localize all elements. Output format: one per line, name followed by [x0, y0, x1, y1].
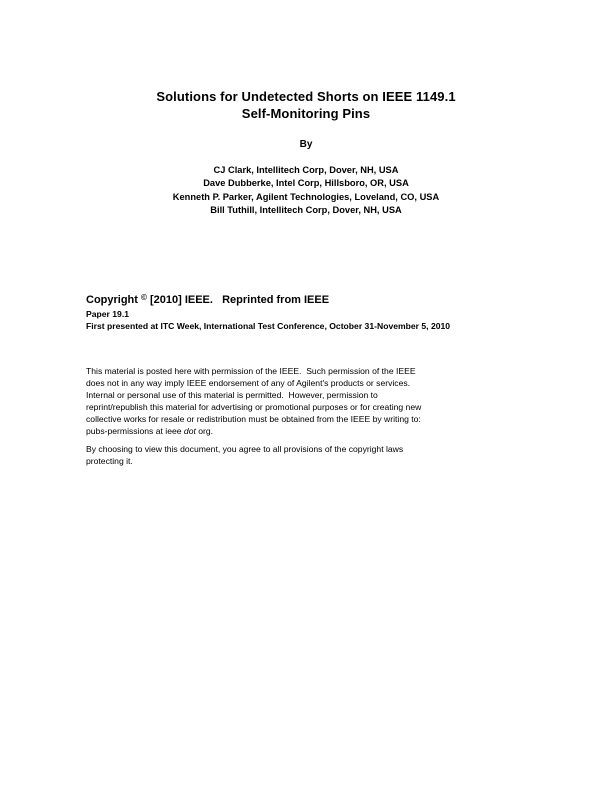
contact-after: org.	[195, 425, 214, 436]
conference-line: First presented at ITC Week, International Test Conference, October 31-November 5, 2010	[86, 321, 451, 331]
contact-before: pubs-permissions at ieee	[86, 425, 184, 436]
copyright-prefix: Copyright	[86, 294, 141, 306]
copyright-symbol-icon: ©	[141, 293, 147, 302]
permission-line: does not in any way imply IEEE endorsement of any of Agilent's products or services.	[86, 377, 411, 388]
author-list	[0, 164, 612, 218]
permission-contact-line	[86, 426, 556, 438]
paper-title-line-1: Solutions for Undetected Shorts on IEEE 1149.1	[156, 89, 456, 104]
permission-line: collective works for resale or redistribution must be obtained from the IEEE by writing to:	[86, 413, 421, 424]
paper-title-line-2: Self-Monitoring Pins	[241, 106, 371, 121]
permission-line: reprint/republish this material for advertising or promotional purposes or for creating new	[86, 401, 422, 412]
author-line: CJ Clark, Intellitech Corp, Dover, NH, USA	[213, 165, 399, 175]
author-line: Dave Dubberke, Intel Corp, Hillsboro, OR, USA	[203, 178, 409, 189]
paper-number: Paper 19.1	[86, 309, 129, 319]
author-line: Kenneth P. Parker, Agilent Technologies, Loveland, CO, USA	[172, 191, 440, 202]
permission-line: Internal or personal use of this material is permitted. However, permission to	[86, 389, 378, 400]
contact-dot-word: dot	[183, 425, 196, 436]
copyright-suffix: [2010] IEEE. Reprinted from IEEE	[146, 294, 330, 306]
closing-paragraph	[86, 444, 556, 468]
closing-line: protecting it.	[86, 455, 133, 466]
by-label: By	[299, 139, 313, 150]
author-line: Bill Tuthill, Intellitech Corp, Dover, NH, USA	[210, 205, 402, 216]
copyright-block	[86, 290, 556, 332]
copyright-heading	[86, 290, 556, 308]
paper-title	[0, 88, 612, 122]
permission-paragraph	[86, 366, 556, 437]
closing-line: By choosing to view this document, you agree to all provisions of the copyright laws	[86, 444, 404, 454]
permission-line: This material is posted here with permission of the IEEE. Such permission of the IEEE	[86, 366, 416, 376]
